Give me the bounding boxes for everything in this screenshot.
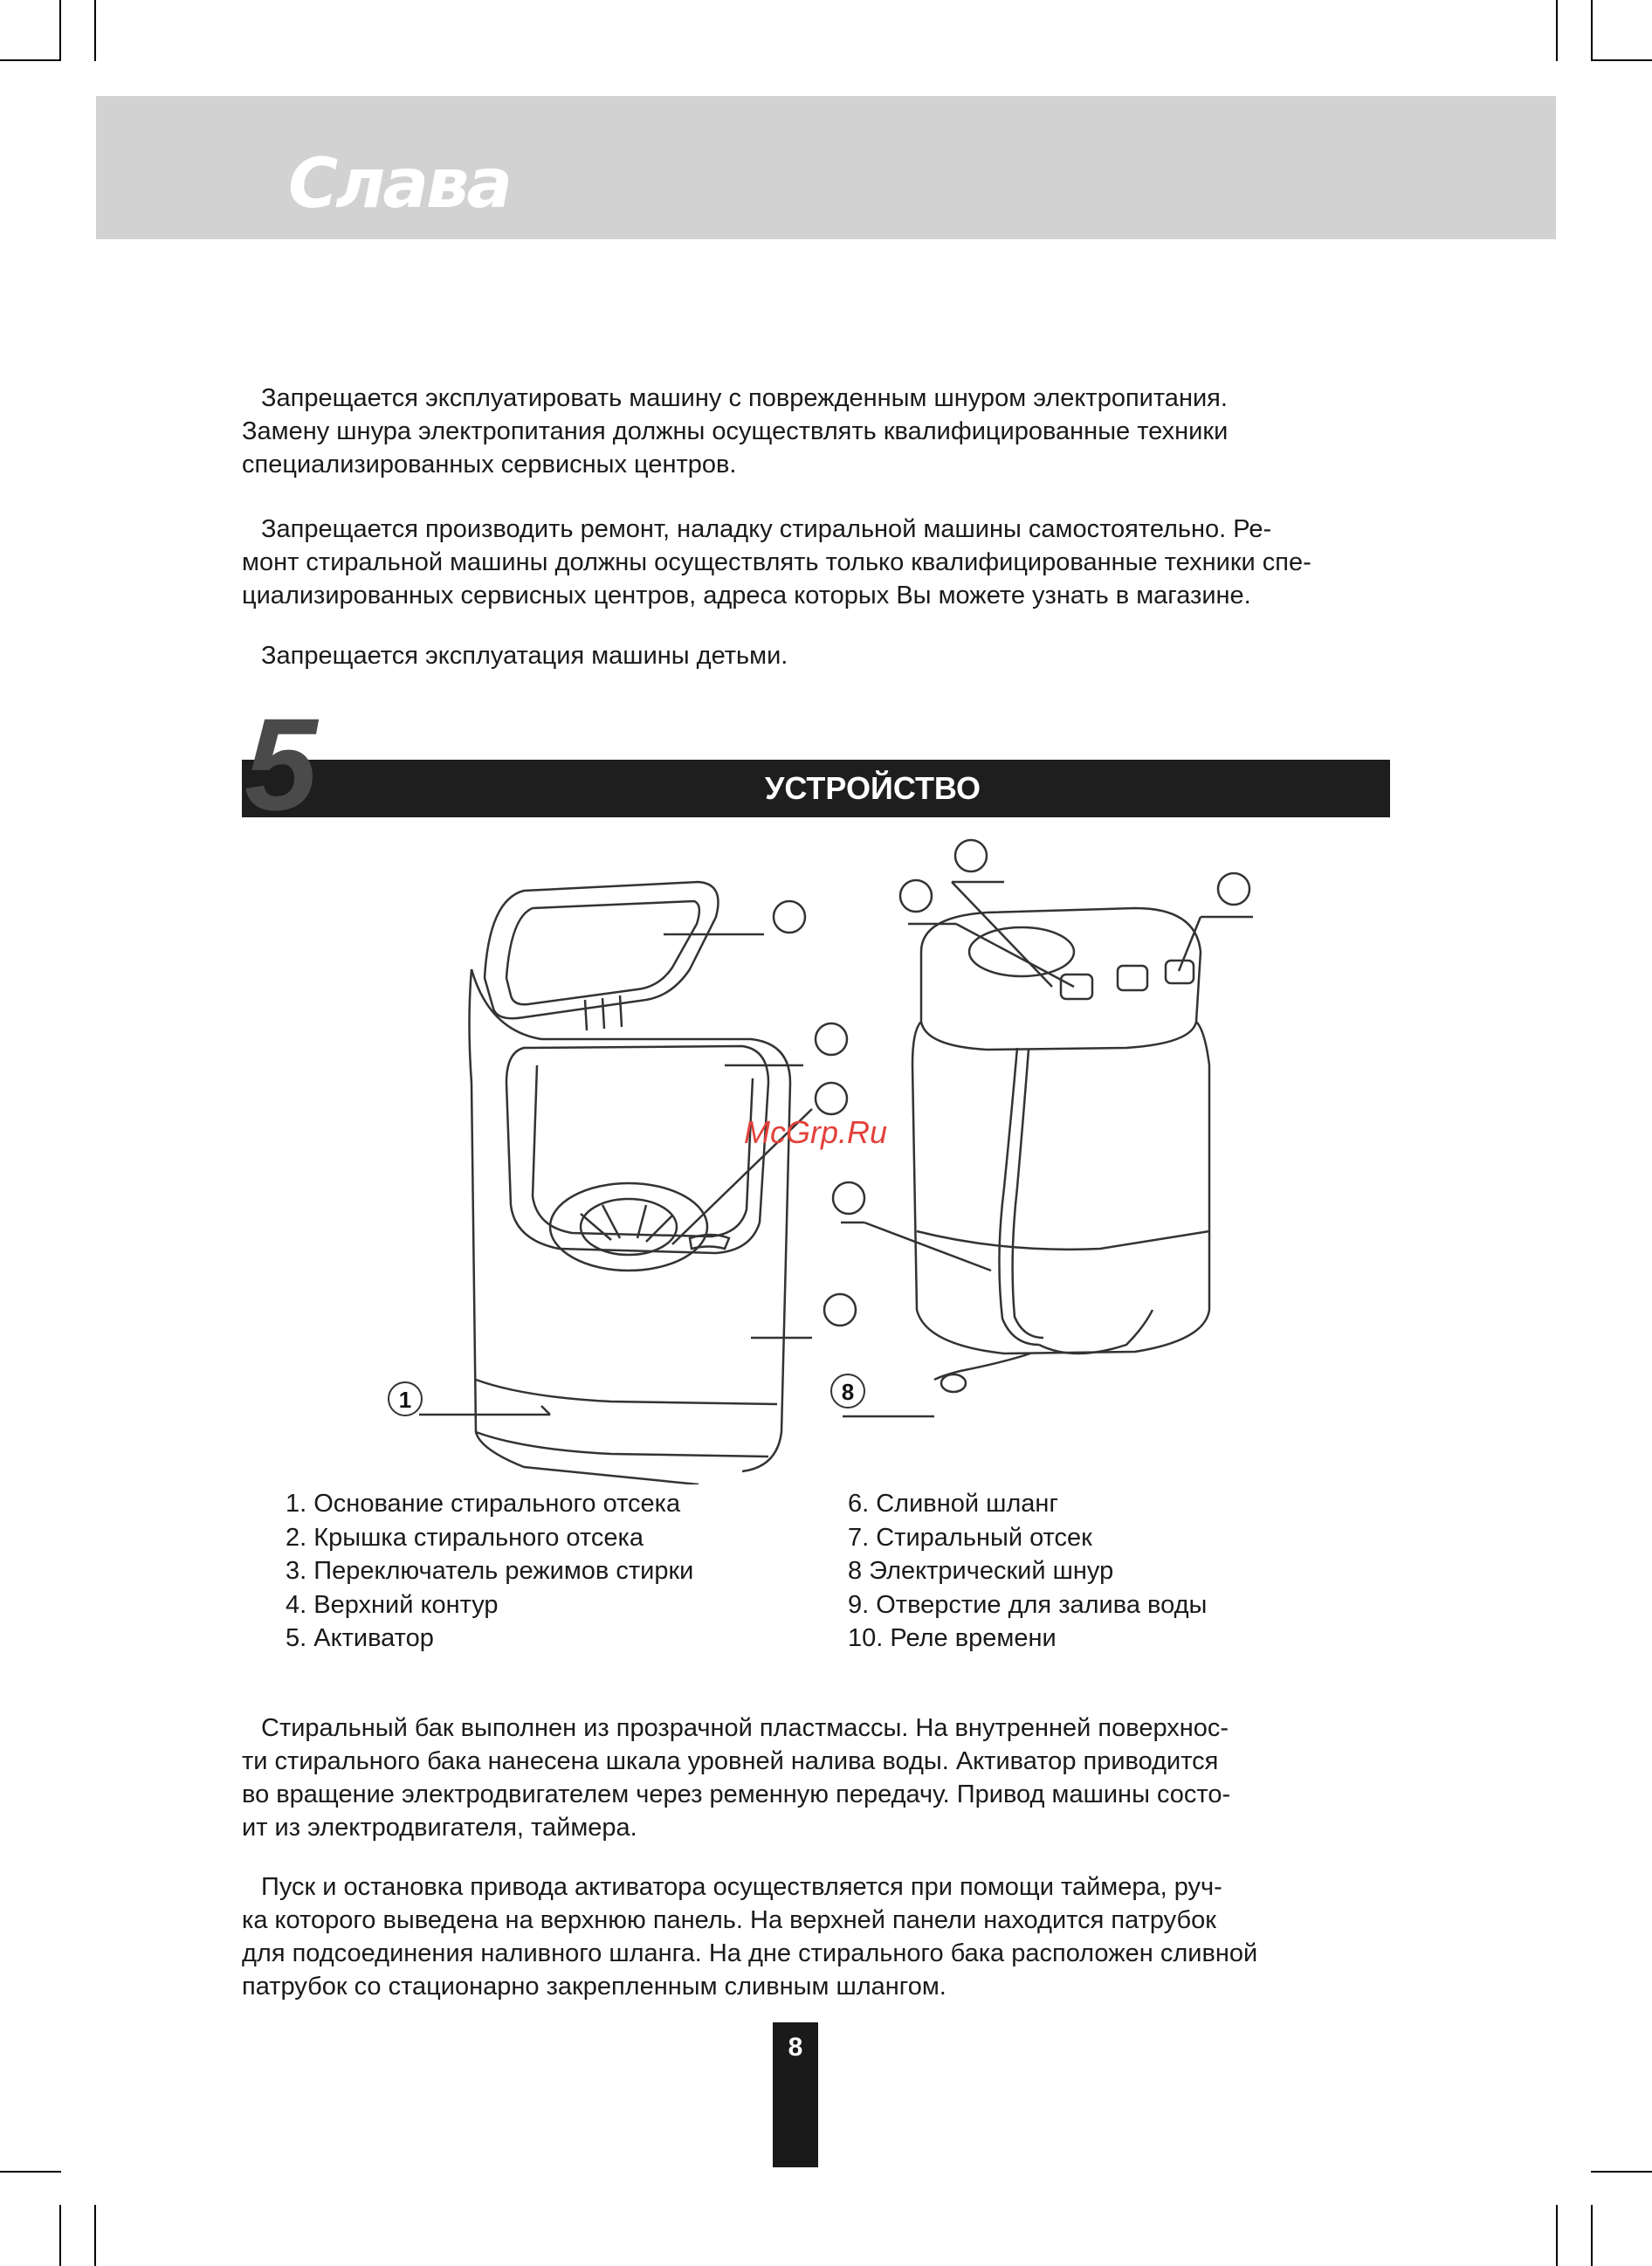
text-line: во вращение электродвигателем через ременную передачу. Привод машины состо- — [242, 1780, 1231, 1808]
crop-mark — [1591, 2205, 1593, 2266]
crop-mark — [0, 59, 61, 61]
intro-paragraph-3 — [242, 639, 1429, 672]
text-line: циализированных сервисных центров, адреса которых Вы можете узнать в магазине. — [242, 582, 1251, 610]
crop-mark — [59, 2205, 61, 2266]
section-heading-bar — [242, 760, 1390, 817]
text-line: монт стиральной машины должны осуществлять только квалифицированные техники спе- — [242, 548, 1311, 576]
crop-mark — [94, 2205, 96, 2266]
text-line: ит из электродвигателя, таймера. — [242, 1814, 637, 1842]
crop-mark — [0, 2171, 61, 2173]
legend-item: 10. Реле времени — [848, 1624, 1057, 1652]
section-title: УСТРОЙСТВО — [764, 770, 981, 806]
brand-logo: Слава — [288, 145, 511, 224]
intro-paragraph-1 — [242, 382, 1429, 481]
body-paragraph-1 — [242, 1712, 1429, 1844]
legend-item: 2. Крышка стирального отсека — [286, 1523, 644, 1552]
crop-mark — [1591, 59, 1652, 61]
legend-left — [286, 1487, 693, 1656]
machine-open-lid-drawing — [419, 882, 856, 1484]
callout-label-1: 1 — [398, 1387, 412, 1413]
machine-closed-drawing — [833, 840, 1253, 1416]
page-number-tab — [773, 2022, 818, 2167]
page-number: 8 — [788, 2033, 803, 2062]
intro-paragraph-2 — [242, 513, 1429, 612]
legend-item: 4. Верхний контур — [286, 1590, 499, 1619]
crop-mark — [1591, 2171, 1652, 2173]
text-line: Стиральный бак выполнен из прозрачной пластмассы. На внутренней поверхнос- — [261, 1714, 1229, 1742]
watermark: McGrp.Ru — [744, 1114, 888, 1150]
text-line: Запрещается производить ремонт, наладку стиральной машины самостоятельно. Ре- — [261, 515, 1272, 543]
text-line: специализированных сервисных центров. — [242, 451, 737, 479]
legend-item: 8 Электрический шнур — [848, 1557, 1114, 1585]
crop-mark — [1591, 0, 1593, 61]
text-line: Пуск и остановка привода активатора осуществляется при помощи таймера, руч- — [261, 1873, 1222, 1901]
crop-mark — [1556, 0, 1558, 61]
text-line: для подсоединения наливного шланга. На дне стирального бака расположен сливной — [242, 1939, 1258, 1967]
callout-label-8: 8 — [841, 1379, 855, 1405]
text-line: Замену шнура электропитания должны осуществлять квалифицированные техники — [242, 417, 1229, 445]
text-line: ка которого выведена на верхнюю панель. На верхней панели находится патрубок — [242, 1906, 1216, 1934]
text-line: ти стирального бака нанесена шкала уровней налива воды. Активатор приводится — [242, 1747, 1219, 1775]
crop-mark — [59, 0, 61, 61]
text-line: Запрещается эксплуатация машины детьми. — [261, 642, 788, 670]
crop-mark — [94, 0, 96, 61]
text-line: патрубок со стационарно закрепленным сливным шлангом. — [242, 1973, 946, 2001]
legend-item: 7. Стиральный отсек — [848, 1523, 1092, 1552]
body-paragraph-2 — [242, 1870, 1429, 2003]
washing-machine-diagram — [0, 821, 1652, 1484]
legend-item: 3. Переключатель режимов стирки — [286, 1557, 694, 1585]
legend-right — [848, 1487, 1207, 1656]
legend-item: 5. Активатор — [286, 1624, 434, 1652]
legend-item: 6. Сливной шланг — [848, 1490, 1059, 1518]
crop-mark — [1556, 2205, 1558, 2266]
legend-item: 9. Отверстие для залива воды — [848, 1590, 1208, 1619]
text-line: Запрещается эксплуатировать машину с поврежденным шнуром электропитания. — [261, 384, 1228, 412]
legend-item: 1. Основание стирального отсека — [286, 1490, 681, 1518]
section-number: 5 — [244, 691, 318, 837]
